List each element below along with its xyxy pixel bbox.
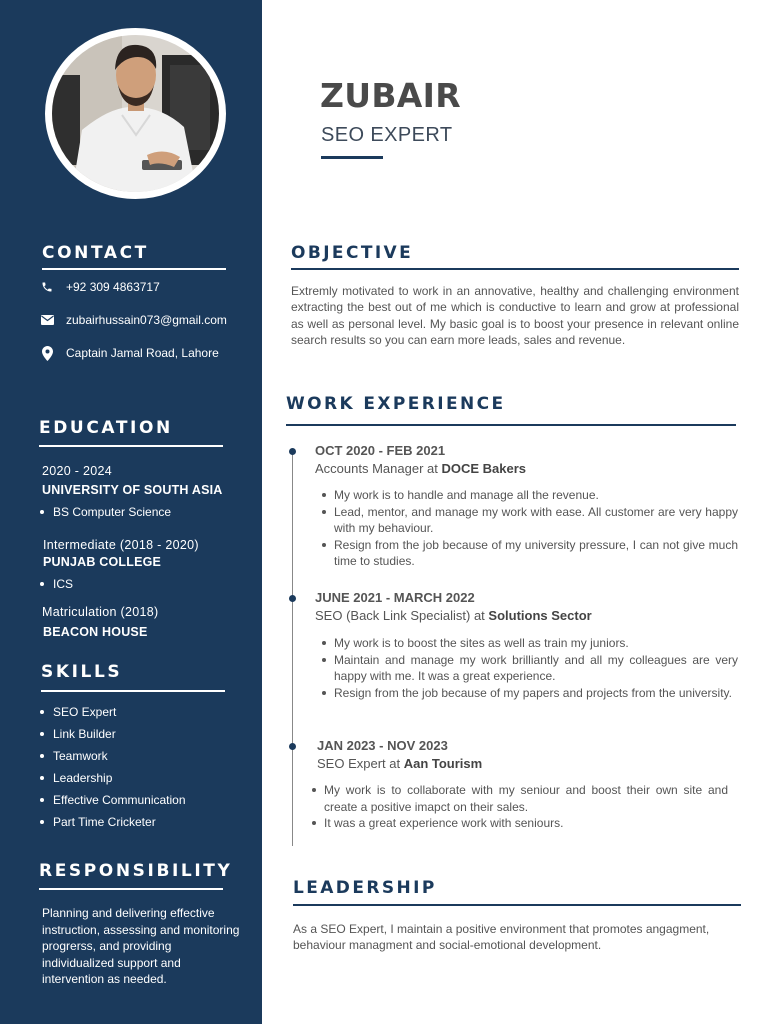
location-pin-icon bbox=[40, 346, 54, 360]
responsibility-heading: RESPONSIBILITY bbox=[39, 861, 233, 881]
skill-item: Teamwork bbox=[53, 748, 186, 770]
timeline-line bbox=[292, 450, 293, 846]
objective-divider bbox=[291, 268, 739, 270]
job-company: Aan Tourism bbox=[403, 756, 483, 771]
job-bullet: My work is to handle and manage all the revenue. bbox=[334, 487, 738, 504]
profile-photo bbox=[52, 35, 219, 192]
timeline-dot bbox=[289, 448, 296, 455]
responsibility-text: Planning and delivering effective instruction, assessing and monitoring progrerss, and providing individualized support and intervention as needed. bbox=[42, 906, 240, 986]
timeline-dot bbox=[289, 595, 296, 602]
job-bullets bbox=[324, 782, 728, 832]
job-company: DOCE Bakers bbox=[441, 461, 527, 476]
job-dates: JUNE 2021 - MARCH 2022 bbox=[315, 590, 475, 605]
job-title bbox=[317, 756, 482, 771]
skill-item: Leadership bbox=[53, 770, 186, 792]
education-period: Matriculation (2018) bbox=[42, 605, 159, 619]
skills-heading: SKILLS bbox=[41, 662, 123, 682]
job-bullet: My work is to boost the sites as well as train my juniors. bbox=[334, 635, 738, 652]
job-role: SEO (Back Link Specialist) at bbox=[315, 608, 489, 623]
job-dates: OCT 2020 - FEB 2021 bbox=[315, 443, 446, 458]
skill-item: Part Time Cricketer bbox=[53, 814, 186, 836]
timeline-dot bbox=[289, 743, 296, 750]
education-divider bbox=[39, 445, 223, 447]
job-bullets bbox=[334, 487, 738, 570]
job-dates: JAN 2023 - NOV 2023 bbox=[317, 738, 448, 753]
education-period: Intermediate (2018 - 2020) bbox=[43, 538, 199, 552]
candidate-role: SEO EXPERT bbox=[321, 124, 453, 146]
job-title bbox=[315, 608, 592, 623]
job-company: Solutions Sector bbox=[488, 608, 592, 623]
phone-icon bbox=[40, 280, 54, 294]
education-school: PUNJAB COLLEGE bbox=[43, 555, 162, 569]
sidebar bbox=[0, 0, 262, 1024]
leadership-text: As a SEO Expert, I maintain a positive environment that promotes angagment, behaviour managment and social-emotional development. bbox=[293, 922, 710, 953]
education-details bbox=[53, 576, 73, 598]
contact-divider bbox=[42, 268, 226, 270]
education-school: UNIVERSITY OF SOUTH ASIA bbox=[42, 483, 223, 497]
education-detail-item: BS Computer Science bbox=[53, 504, 171, 526]
job-bullets bbox=[334, 635, 738, 701]
education-details bbox=[53, 504, 171, 526]
contact-phone bbox=[40, 280, 160, 294]
job-bullet: It was a great experience work with seniours. bbox=[324, 815, 728, 832]
candidate-name: ZUBAIR bbox=[320, 76, 461, 115]
work-experience-heading: WORK EXPERIENCE bbox=[286, 394, 506, 414]
education-heading: EDUCATION bbox=[39, 418, 173, 438]
education-period: 2020 - 2024 bbox=[42, 464, 113, 478]
job-role: Accounts Manager at bbox=[315, 461, 442, 476]
job-title bbox=[315, 461, 526, 476]
contact-email bbox=[40, 313, 227, 327]
contact-email-text: zubairhussain073@gmail.com bbox=[66, 313, 227, 327]
leadership-heading: LEADERSHIP bbox=[293, 878, 437, 898]
job-bullet: Resign from the job because of my university pressure, I can not give much time to studies. bbox=[334, 537, 738, 568]
skills-divider bbox=[41, 690, 225, 692]
leadership-divider bbox=[293, 904, 741, 906]
job-role: SEO Expert at bbox=[317, 756, 404, 771]
responsibility-divider bbox=[39, 888, 223, 890]
skills-list bbox=[53, 704, 186, 836]
contact-address bbox=[40, 346, 219, 360]
objective-text: Extremly motivated to work in an annovative, healthy and challenging environment extracting the best out of me which is conductive to learn and grow at professional as well as personal level. My basic goal is to boost your presence in relevant online search results so you can earn more leads, sales and revenue. bbox=[291, 284, 739, 347]
contact-heading: CONTACT bbox=[42, 243, 149, 263]
education-detail-item: ICS bbox=[53, 576, 73, 598]
job-bullet: Maintain and manage my work brilliantly and all my colleagues are very happy with me. It was a great experience. bbox=[334, 652, 738, 683]
job-bullet: Lead, mentor, and manage my work with ease. All customer are very happy with my behaviour. bbox=[334, 504, 738, 535]
skill-item: Link Builder bbox=[53, 726, 186, 748]
contact-phone-text: +92 309 4863717 bbox=[66, 280, 160, 294]
envelope-icon bbox=[40, 313, 54, 327]
skill-item: SEO Expert bbox=[53, 704, 186, 726]
contact-address-text: Captain Jamal Road, Lahore bbox=[66, 346, 219, 360]
work-experience-divider bbox=[286, 424, 736, 426]
education-school: BEACON HOUSE bbox=[43, 625, 148, 639]
skill-item: Effective Communication bbox=[53, 792, 186, 814]
job-bullet: My work is to collaborate with my seniour and boost their own site and create a positive imapct on their sales. bbox=[324, 783, 728, 814]
job-bullet: Resign from the job because of my papers and projects from the university. bbox=[334, 685, 738, 702]
title-underline bbox=[321, 156, 383, 159]
objective-heading: OBJECTIVE bbox=[291, 243, 414, 263]
